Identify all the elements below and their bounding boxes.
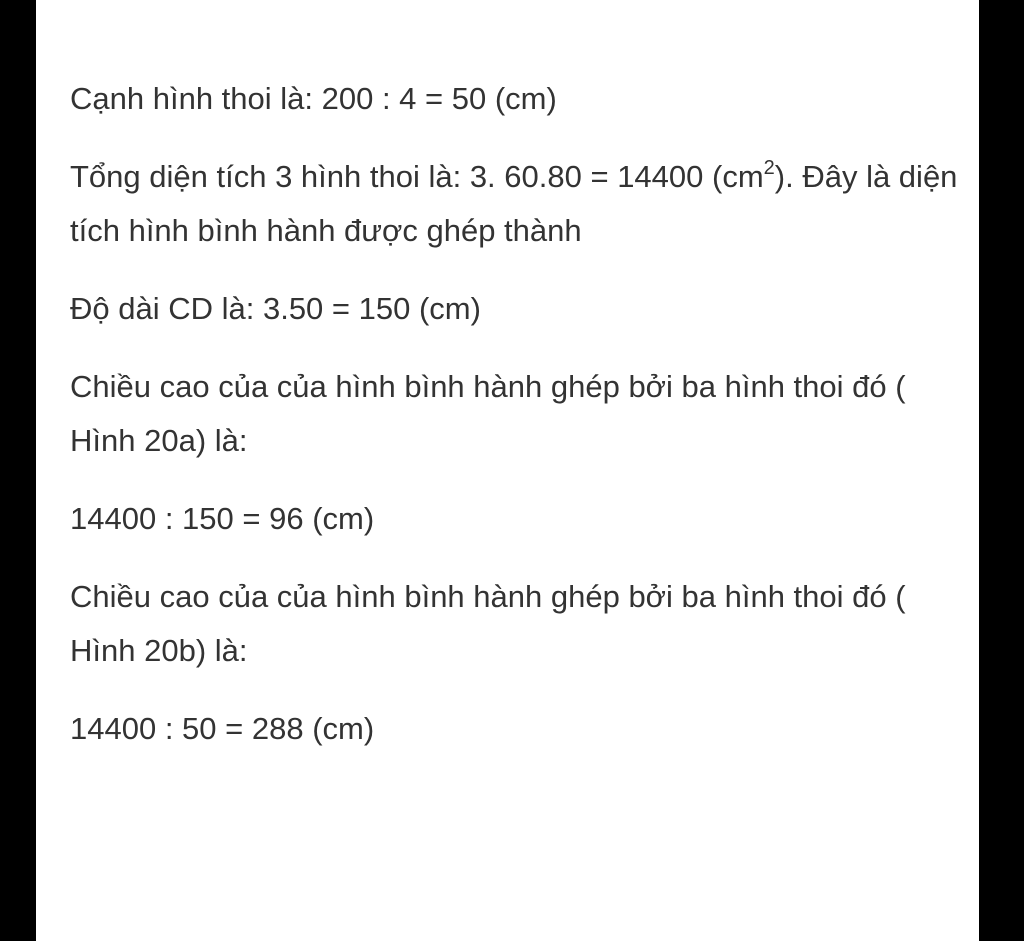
paragraph-height-20a-label: Chiều cao của của hình bình hành ghép bởi ba hình thoi đó ( Hình 20a) là:	[70, 369, 906, 458]
paragraph-total-area	[70, 150, 960, 258]
total-area-text: Tổng diện tích 3 hình thoi là: 3. 60.80 = 14400 (cm	[70, 159, 764, 194]
paragraph-height-20a-calc: 14400 : 150 = 96 (cm)	[70, 501, 375, 536]
paragraph-side-length: Cạnh hình thoi là: 200 : 4 = 50 (cm)	[70, 81, 557, 116]
paragraph-cd-length: Độ dài CD là: 3.50 = 150 (cm)	[70, 291, 481, 326]
unit-exponent: 2	[763, 156, 775, 179]
total-area-text-cont: ). Đây là diện tích hình bình hành được ghép thành	[70, 159, 958, 248]
paragraph-height-20b-calc: 14400 : 50 = 288 (cm)	[70, 711, 375, 746]
paragraph-height-20b-label: Chiều cao của của hình bình hành ghép bởi ba hình thoi đó ( Hình 20b) là:	[70, 579, 906, 668]
solution-text	[70, 72, 960, 780]
document-page	[36, 0, 979, 941]
